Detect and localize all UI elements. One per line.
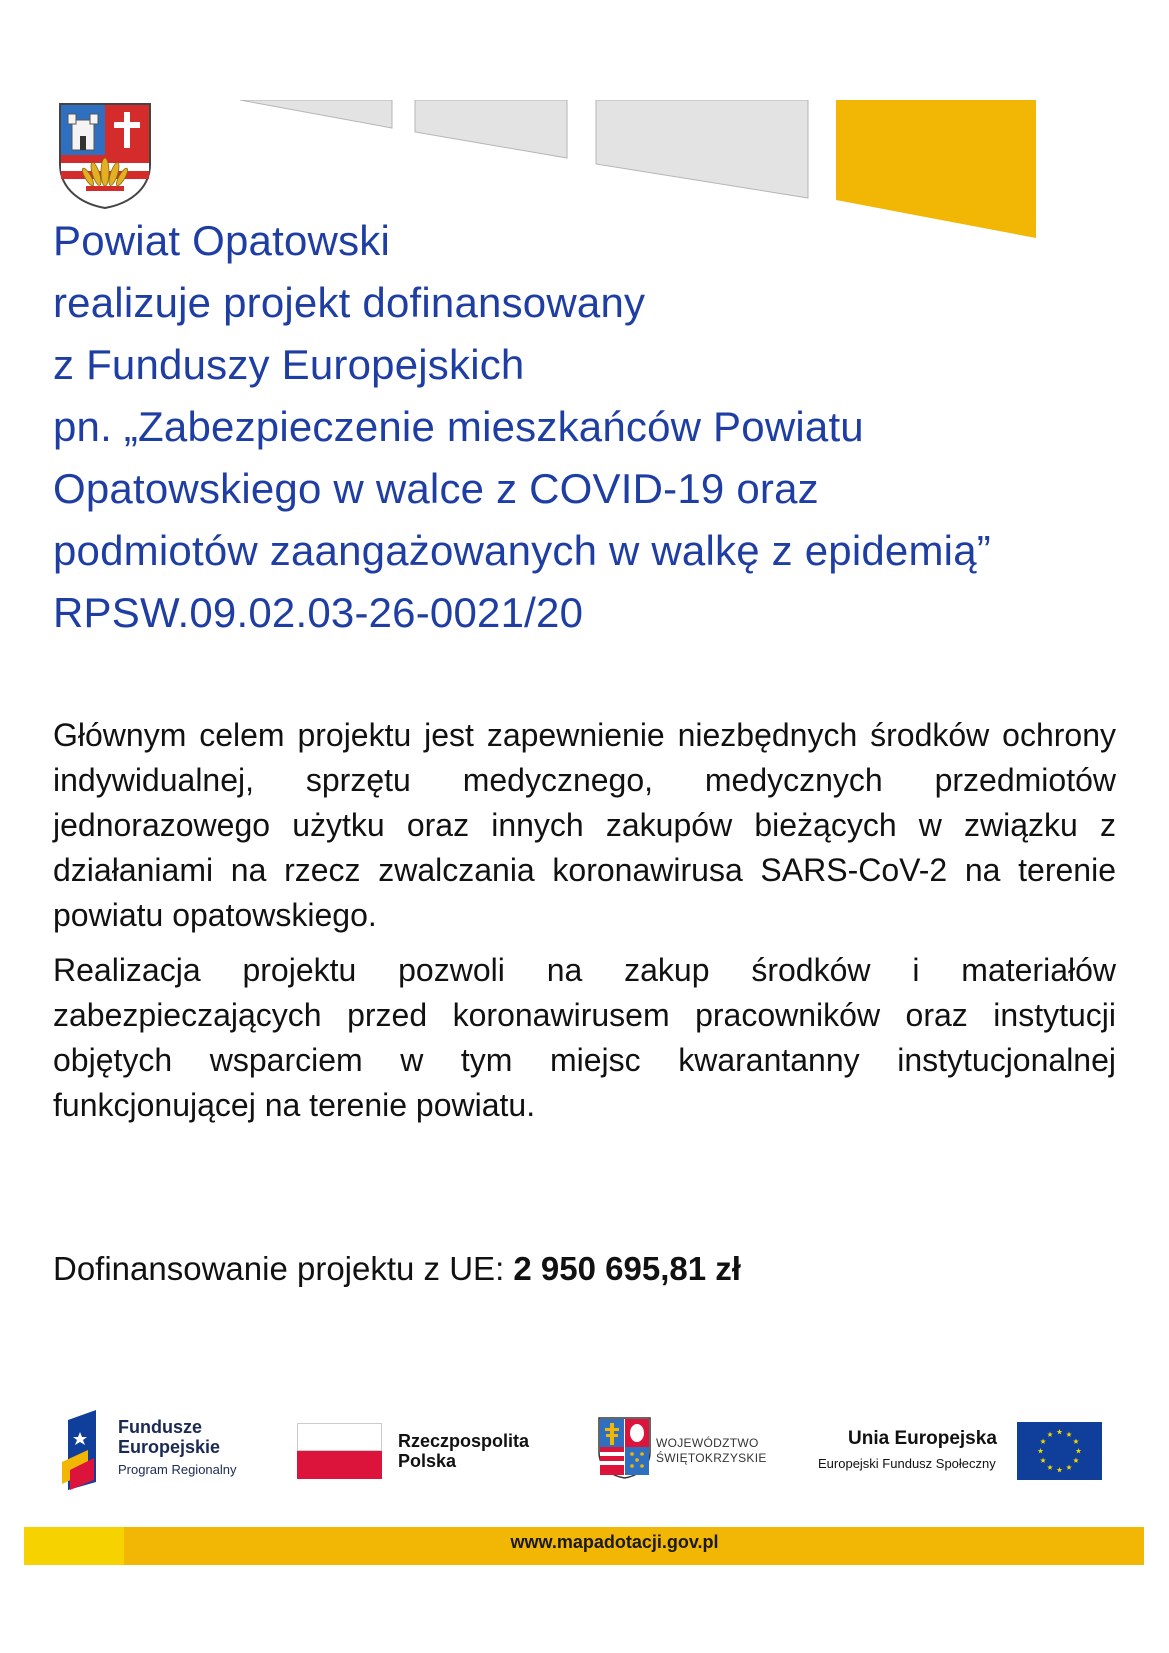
decor-bar-1 [240,100,392,128]
fe-line-2: Europejskie [118,1437,221,1457]
decor-bar-2 [415,100,567,158]
sw-line-2: ŚWIĘTOKRZYSKIE [656,1451,767,1465]
swietokrzyskie-text [656,1436,767,1466]
title-line-3: z Funduszy Europejskich [53,341,525,388]
funding-label: Dofinansowanie projektu z UE: [53,1250,514,1287]
ue-subtitle: Europejski Fundusz Społeczny [818,1456,996,1471]
rp-line-2: Polska [398,1451,457,1471]
ue-title: Unia Europejska [848,1428,997,1449]
eu-flag-icon [1017,1422,1102,1480]
fe-line-1: Fundusze [118,1417,202,1437]
title-line-1: Powiat Opatowski [53,217,391,264]
polish-flag-icon [297,1423,382,1479]
sw-line-1: WOJEWÓDZTWO [656,1436,759,1450]
title-line-5: Opatowskiego w walce z COVID-19 oraz [53,465,819,512]
funding-statement [53,1250,741,1288]
rzeczpospolita-text [398,1431,529,1471]
fe-logo-text [118,1417,220,1457]
title-line-6: podmiotów zaangażowanych w walkę z epidemią” [53,527,991,574]
project-description [53,713,1116,1138]
swietokrzyskie-crest-icon [597,1416,652,1480]
funding-amount: 2 950 695,81 zł [513,1250,741,1287]
title-line-7: RPSW.09.02.03-26-0021/20 [53,589,584,636]
rp-line-1: Rzeczpospolita [398,1431,530,1451]
project-title [53,210,1123,644]
powiat-opatowski-crest-icon [58,102,152,210]
fe-logo-subtitle: Program Regionalny [118,1462,237,1477]
description-paragraph-1: Głównym celem projektu jest zapewnienie niezbędnych środków ochrony indywidualnej, sprzętu medycznego, medycznych przedmiotów jednorazowego użytku oraz innych zakupów bieżących w związku z działaniami na rzecz zwalczania koronawirusa SARS-CoV-2 na terenie powiatu opatowskiego. [53,717,1116,933]
description-paragraph-2: Realizacja projektu pozwoli na zakup środków i materiałów zabezpieczających przed koronawirusem pracowników oraz instytucji objętych wsparciem w tym miejsc kwarantanny instytucjonalnej funkcjonującej na terenie powiatu. [53,952,1116,1123]
title-line-2: realizuje projekt dofinansowany [53,279,646,326]
decor-bar-3 [596,100,808,198]
title-line-4: pn. „Zabezpieczenie mieszkańców Powiatu [53,403,864,450]
footer-url-link[interactable]: www.mapadotacji.gov.pl [510,1532,719,1552]
